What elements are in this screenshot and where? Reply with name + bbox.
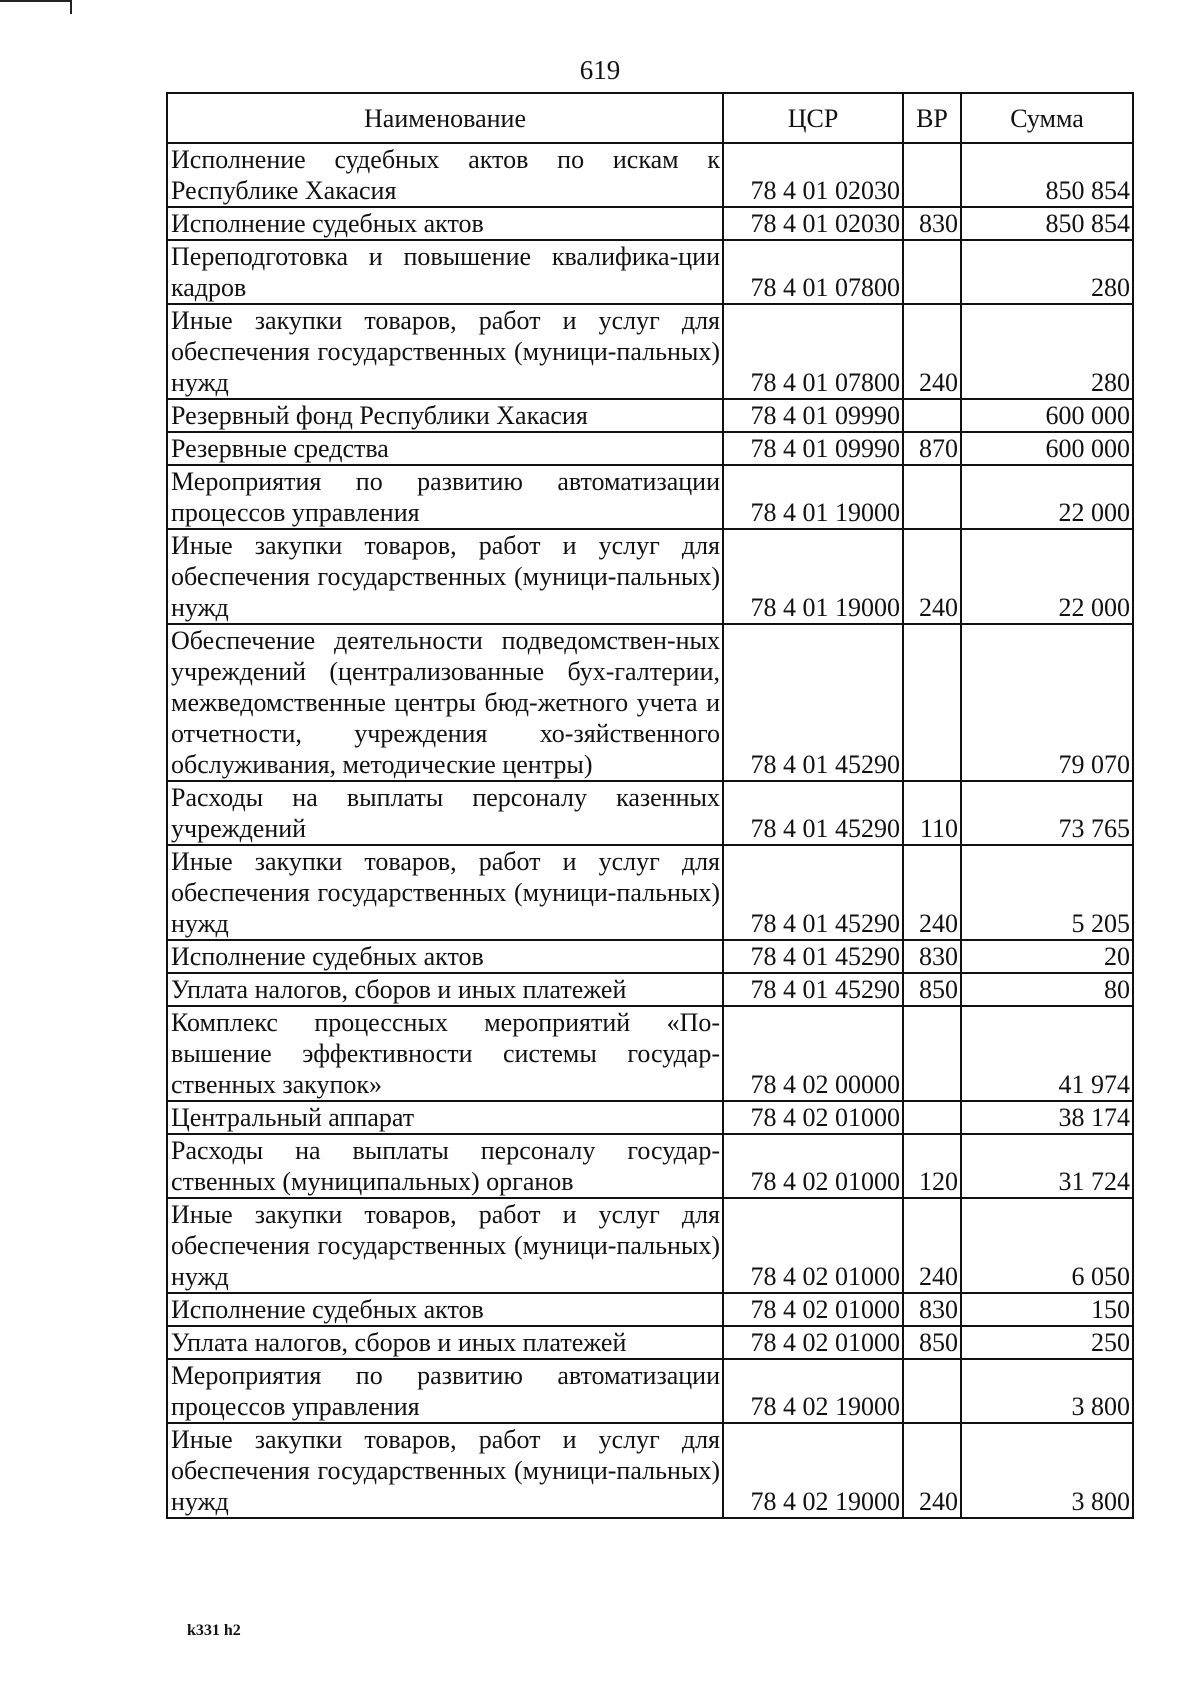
row-sum: 41 974 <box>961 1006 1133 1101</box>
row-sum: 22 000 <box>961 465 1133 529</box>
row-sum: 38 174 <box>961 1101 1133 1134</box>
table-row <box>167 624 1133 781</box>
row-sum: 850 854 <box>961 143 1133 207</box>
row-name: Уплата налогов, сборов и иных платежей <box>167 973 723 1006</box>
table-row <box>167 1423 1133 1518</box>
row-vr: 830 <box>903 940 961 973</box>
row-name: Центральный аппарат <box>167 1101 723 1134</box>
row-csr: 78 4 02 19000 <box>723 1423 903 1518</box>
row-name: Резервный фонд Республики Хакасия <box>167 399 723 432</box>
row-csr: 78 4 01 45290 <box>723 624 903 781</box>
row-sum: 79 070 <box>961 624 1133 781</box>
table-row <box>167 465 1133 529</box>
row-name: Расходы на выплаты персоналу казенных учреждений <box>167 781 723 845</box>
row-sum: 6 050 <box>961 1198 1133 1293</box>
row-vr: 120 <box>903 1134 961 1198</box>
row-sum: 5 205 <box>961 845 1133 940</box>
header-vr: ВР <box>903 93 961 143</box>
row-vr <box>903 1101 961 1134</box>
row-sum: 3 800 <box>961 1359 1133 1423</box>
row-csr: 78 4 01 09990 <box>723 432 903 465</box>
row-csr: 78 4 02 00000 <box>723 1006 903 1101</box>
row-vr: 830 <box>903 207 961 240</box>
row-csr: 78 4 01 02030 <box>723 207 903 240</box>
row-vr: 240 <box>903 1198 961 1293</box>
page-number: 619 <box>579 55 621 85</box>
row-name: Резервные средства <box>167 432 723 465</box>
budget-table-wrapper <box>166 92 1132 1519</box>
table-row <box>167 781 1133 845</box>
row-name: Обеспечение деятельности подведомствен-ных учреждений (централизованные бух-галтерии, межведомственные центры бюд-жетного учета и отчетности, учреждения хо-зяйственного обслуживания, методические центры) <box>167 624 723 781</box>
row-sum: 3 800 <box>961 1423 1133 1518</box>
table-row <box>167 1359 1133 1423</box>
row-vr <box>903 143 961 207</box>
row-name: Исполнение судебных актов <box>167 940 723 973</box>
row-vr: 240 <box>903 1423 961 1518</box>
row-csr: 78 4 01 19000 <box>723 529 903 624</box>
row-csr: 78 4 02 19000 <box>723 1359 903 1423</box>
row-name: Исполнение судебных актов <box>167 1293 723 1326</box>
row-csr: 78 4 01 02030 <box>723 143 903 207</box>
table-row <box>167 940 1133 973</box>
row-vr: 110 <box>903 781 961 845</box>
row-csr: 78 4 01 07800 <box>723 304 903 399</box>
row-sum: 280 <box>961 304 1133 399</box>
table-row <box>167 304 1133 399</box>
row-vr <box>903 1006 961 1101</box>
row-sum: 850 854 <box>961 207 1133 240</box>
header-sum: Сумма <box>961 93 1133 143</box>
budget-table <box>166 92 1134 1519</box>
table-row <box>167 1293 1133 1326</box>
table-body <box>167 143 1133 1518</box>
row-csr: 78 4 02 01000 <box>723 1134 903 1198</box>
table-row <box>167 1326 1133 1359</box>
table-header-row <box>167 93 1133 143</box>
row-sum: 250 <box>961 1326 1133 1359</box>
row-name: Иные закупки товаров, работ и услуг для обеспечения государственных (муници-пальных) нужд <box>167 845 723 940</box>
row-csr: 78 4 02 01000 <box>723 1326 903 1359</box>
row-name: Иные закупки товаров, работ и услуг для обеспечения государственных (муници-пальных) нужд <box>167 1198 723 1293</box>
row-name: Расходы на выплаты персоналу государ-ственных (муниципальных) органов <box>167 1134 723 1198</box>
row-sum: 600 000 <box>961 432 1133 465</box>
row-name: Комплекс процессных мероприятий «По-вышение эффективности системы государ-ственных закупок» <box>167 1006 723 1101</box>
row-vr <box>903 240 961 304</box>
table-row <box>167 240 1133 304</box>
row-vr <box>903 399 961 432</box>
scan-corner-mark <box>0 0 72 14</box>
header-name: Наименование <box>167 93 723 143</box>
table-row <box>167 973 1133 1006</box>
row-name: Исполнение судебных актов <box>167 207 723 240</box>
row-sum: 280 <box>961 240 1133 304</box>
table-row <box>167 845 1133 940</box>
row-sum: 600 000 <box>961 399 1133 432</box>
row-name: Уплата налогов, сборов и иных платежей <box>167 1326 723 1359</box>
row-vr <box>903 1359 961 1423</box>
table-row <box>167 1198 1133 1293</box>
table-row <box>167 1101 1133 1134</box>
row-vr <box>903 624 961 781</box>
row-name: Исполнение судебных актов по искам к Республике Хакасия <box>167 143 723 207</box>
row-name: Иные закупки товаров, работ и услуг для обеспечения государственных (муници-пальных) нужд <box>167 1423 723 1518</box>
row-name: Иные закупки товаров, работ и услуг для обеспечения государственных (муници-пальных) нужд <box>167 529 723 624</box>
row-vr: 240 <box>903 845 961 940</box>
table-row <box>167 399 1133 432</box>
row-vr: 240 <box>903 304 961 399</box>
header-csr: ЦСР <box>723 93 903 143</box>
row-name: Иные закупки товаров, работ и услуг для обеспечения государственных (муници-пальных) нужд <box>167 304 723 399</box>
row-csr: 78 4 01 45290 <box>723 845 903 940</box>
row-vr <box>903 465 961 529</box>
row-sum: 31 724 <box>961 1134 1133 1198</box>
row-sum: 80 <box>961 973 1133 1006</box>
row-name: Переподготовка и повышение квалифика-ции кадров <box>167 240 723 304</box>
row-csr: 78 4 01 09990 <box>723 399 903 432</box>
row-sum: 73 765 <box>961 781 1133 845</box>
table-row <box>167 1006 1133 1101</box>
table-row <box>167 143 1133 207</box>
row-csr: 78 4 01 45290 <box>723 973 903 1006</box>
row-name: Мероприятия по развитию автоматизации процессов управления <box>167 1359 723 1423</box>
row-vr: 850 <box>903 1326 961 1359</box>
row-csr: 78 4 02 01000 <box>723 1198 903 1293</box>
row-sum: 22 000 <box>961 529 1133 624</box>
table-row <box>167 432 1133 465</box>
row-csr: 78 4 02 01000 <box>723 1293 903 1326</box>
table-row <box>167 529 1133 624</box>
row-csr: 78 4 01 45290 <box>723 940 903 973</box>
row-csr: 78 4 01 07800 <box>723 240 903 304</box>
row-sum: 20 <box>961 940 1133 973</box>
row-sum: 150 <box>961 1293 1133 1326</box>
row-vr: 850 <box>903 973 961 1006</box>
row-csr: 78 4 01 19000 <box>723 465 903 529</box>
table-row <box>167 1134 1133 1198</box>
footer-document-code: k331 h2 <box>187 1622 241 1639</box>
row-vr: 830 <box>903 1293 961 1326</box>
row-vr: 240 <box>903 529 961 624</box>
row-name: Мероприятия по развитию автоматизации процессов управления <box>167 465 723 529</box>
row-csr: 78 4 02 01000 <box>723 1101 903 1134</box>
table-row <box>167 207 1133 240</box>
row-vr: 870 <box>903 432 961 465</box>
row-csr: 78 4 01 45290 <box>723 781 903 845</box>
